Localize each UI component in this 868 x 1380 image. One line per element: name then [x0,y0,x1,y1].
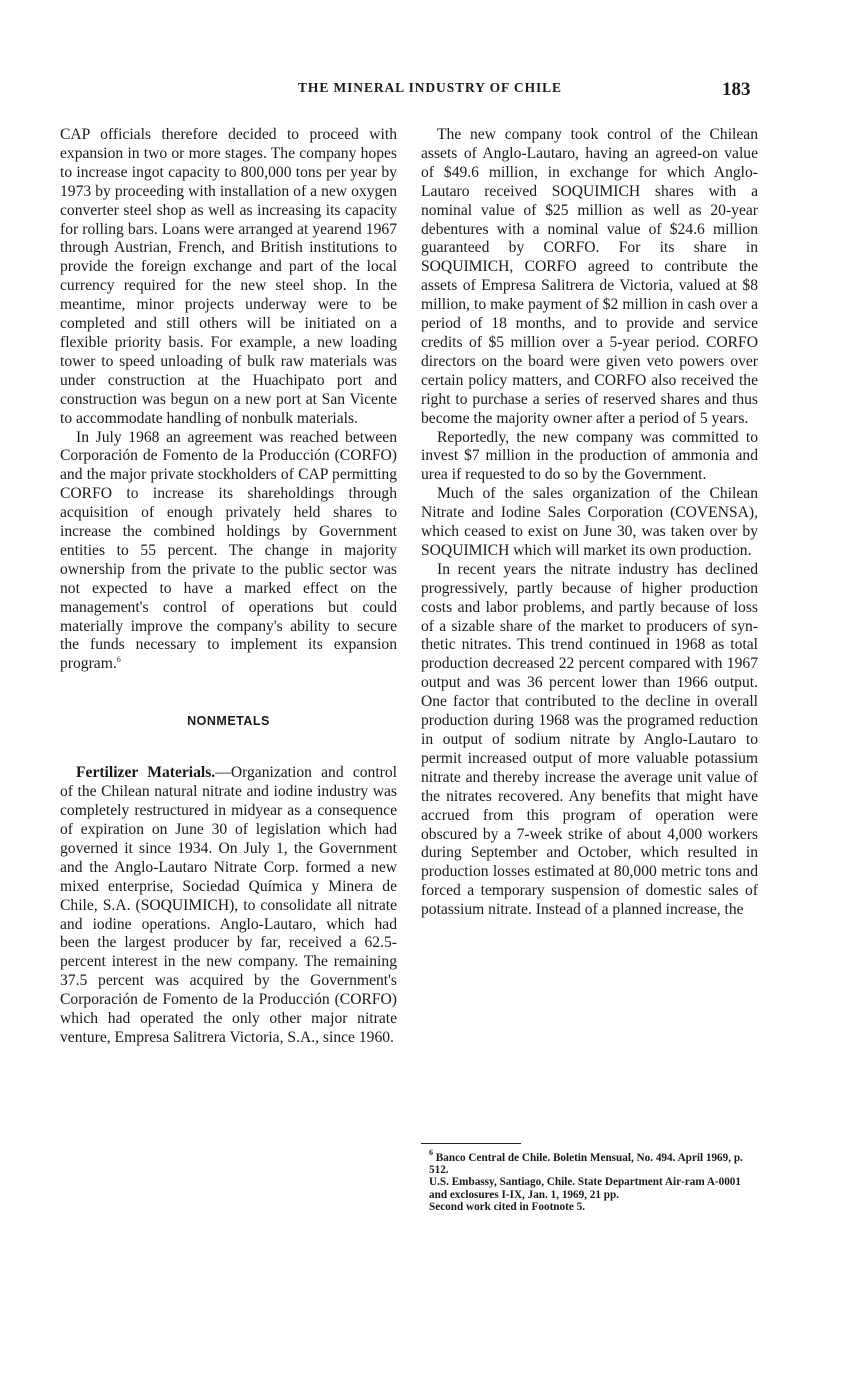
footnote-6-mark: 6 [429,1148,433,1157]
paragraph-new-company-control: The new company took control of the Chilean assets of Anglo-Lautaro, having an agreed-on value of $49.6 million, in exchange for which Anglo-Lautaro received SOQUIMICH shares with a nominal value of $25 million as well as 20-year debentures with a nominal value of $24.6 million guaranteed by CORFO. For its share in SOQUIMICH, CORFO agreed to contribute the assets of Empresa Salitrera de Victoria, valued at $8 million, to make payment of $2 million in cash over a period of 18 months, and to provide and service credits of $5 million over a 5-year period. CORFO directors on the board were given veto powers over certain policy matters, and CORFO also received the right to purchase a series of reserved shares and thus become the majority owner after a period of 5 years. [421,126,758,427]
footnote-ref-6[interactable]: 6 [116,655,121,665]
footnote-embassy: U.S. Embassy, Santiago, Chile. State Department Air‐ram A-0001 and exclosures I-IX, Jan. 1, 1969, 21 pp. [429,1176,741,1201]
page-number: 183 [722,79,751,100]
paragraph-ammonia-urea: Reportedly, the new company was committed to invest $7 million in the production of ammonia and urea if requested to do so by the Government. [421,428,758,484]
left-column [60,126,397,1048]
paragraph-fertilizer-text: —Organization and control of the Chilean natural nitrate and iodine industry was completely restructured in midyear as a consequence of expiration on June 30 of legislation which had governed it since 1934. On July 1, the Government and the Anglo-Lautaro Nitrate Corp. formed a new mixed enterprise, Sociedad Química y Minera de Chile, S.A. (SOQUIMICH), to consolidate all nitrate and iodine operations. Anglo-Lautaro, which had been the largest producer by far, received a 62.5-percent interest in the new company. The remaining 37.5 percent was acquired by the Government's Corporación de Fomento de la Producción (CORFO) which had operated the only other major nitrate venture, Empresa Salitrera Victoria, S.A., since 1960. [60,764,397,1046]
paragraph-fertilizer-materials [60,764,397,1048]
paragraph-covensa: Much of the sales organization of the Chilean Nitrate and Iodine Sales Corporation (COVENSA), which ceased to exist on June 30, was taken over by SOQUIMICH which will market its own production. [421,485,758,559]
footnote-6-text: Banco Central de Chile. Boletin Mensual, No. 494. April 1969, p. 512. [429,1152,743,1177]
footnotes [421,1148,758,1213]
paragraph-corfo-agreement [60,429,397,675]
paragraph-nitrate-decline: In recent years the nitrate industry has declined progressively, partly because of higher production costs and labor problems, and partly because of loss of a sizable share of the market to producers of synthetic nitrates. This trend continued in 1968 as total production decreased 22 percent compared with 1967 output and was 36 percent lower than 1966 output. One factor that contributed to the decline in overall production during 1968 was the programed reduction in output of sodium nitrate by Anglo-Lautaro to permit increased output of more valuable potassium nitrate and thereby increase the average unit value of the nitrates recovered. Any benefits that might have accrued from this program of operation were obscured by a 7-week strike of about 4,000 workers during September and October, which resulted in production losses estimated at 80,000 metric tons and forced a temporary suspension of domestic sales of potassium nitrate. Instead of a planned increase, the [421,560,758,919]
right-column [421,126,758,920]
paragraph-corfo-agreement-text: In July 1968 an agreement was reached between Corporación de Fomento de la Producción (CORFO) and the major private stockholders of CAP permitting CORFO to increase its shareholdings through acquisition of enough privately held shares to increase the combined holdings by Government entities to 55 percent. The change in majority ownership from the private to the public sector was not expected to have a marked effect on the management's control of operations but could materially improve the company's ability to secure the funds necessary to implement its expansion program. [60,428,397,673]
section-heading-nonmetals: NONMETALS [187,714,270,729]
run-in-heading-fertilizer: Fertilizer Materials. [76,764,216,782]
footnote-second-work: Second work cited in Footnote 5. [429,1200,585,1213]
paragraph-cap-expansion: CAP officials therefore decided to proceed with expansion in two or more stages. The company hopes to increase ingot capacity to 800,000 tons per year by 1973 by proceeding with installation of a new oxygen converter steel shop as well as increasing its capacity for rolling bars. Loans were arranged at yearend 1967 through Austrian, French, and British institutions to provide the foreign exchange and part of the local currency required for the new steel shop. In the meantime, minor projects underway were to be completed and still others will be initiated on a flexible priority basis. For example, a new loading tower to speed unloading of bulk raw materials was under construction at the Huachipato port and construction was begun on a new port at San Vicente to accommodate handling of nonbulk materials. [60,126,397,427]
running-head-title: THE MINERAL INDUSTRY OF CHILE [298,80,562,95]
footnote-divider [421,1143,521,1144]
footnote-6 [421,1148,758,1177]
